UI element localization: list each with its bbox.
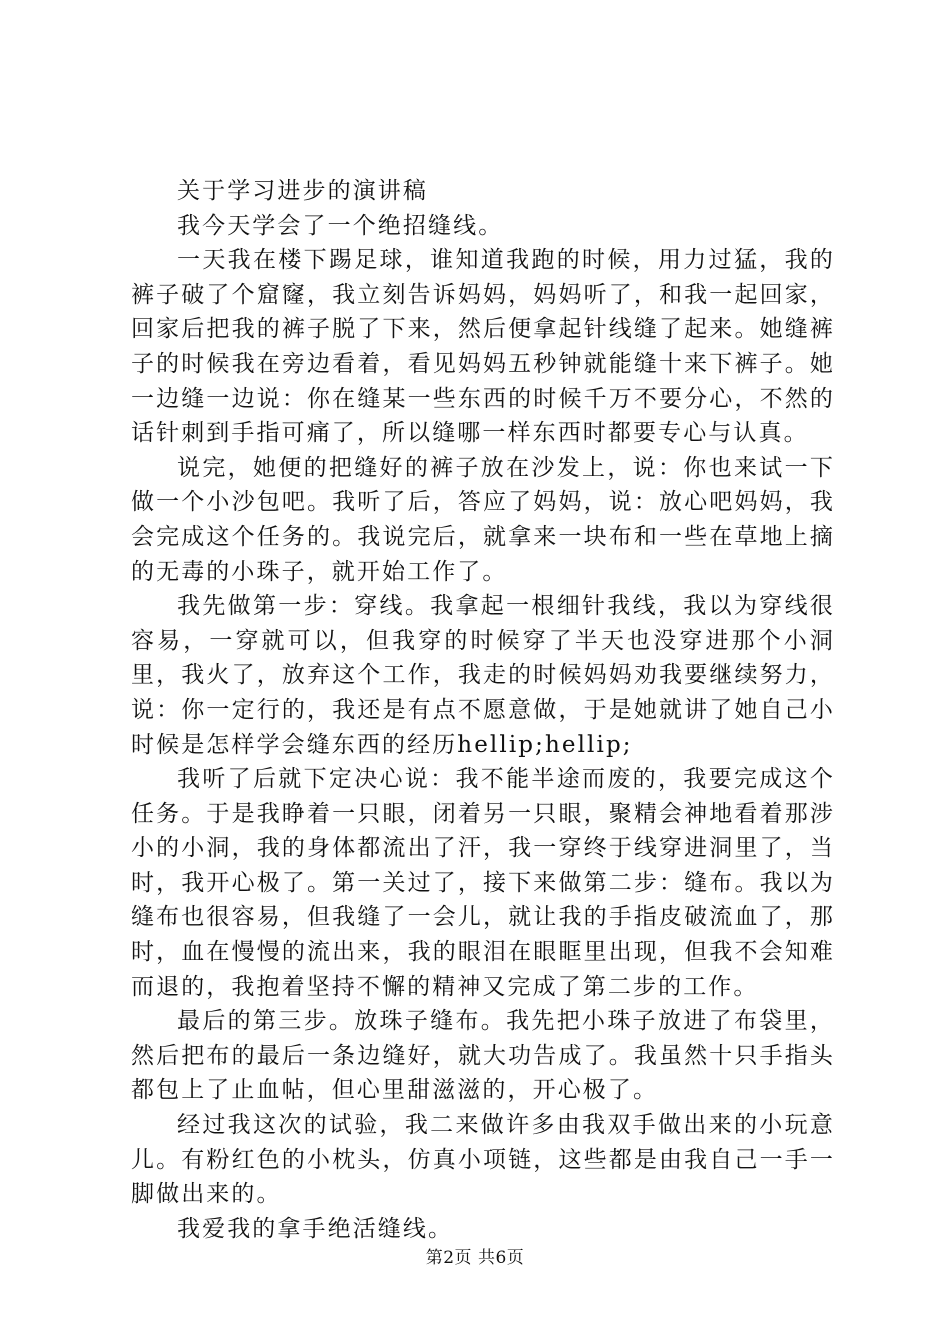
document-body — [131, 174, 835, 1246]
paragraph: 我爱我的拿手绝活缝线。 — [177, 1215, 454, 1242]
paragraph: 最后的第三步。放珠子缝布。我先把小珠子放进了布袋里，然后把布的最后一条边缝好，就大功告成了。我虽然十只手指头都包上了止血帖，但心里甜滋滋的，开心极了。 — [131, 1008, 835, 1104]
document-title: 关于学习进步的演讲稿 — [177, 178, 428, 204]
paragraph: 经过我这次的试验，我二来做许多由我双手做出来的小玩意儿。有粉红色的小枕头，仿真小项链，这些都是由我自己一手一脚做出来的。 — [131, 1112, 835, 1208]
paragraph: 一天我在楼下踢足球，谁知道我跑的时候，用力过猛，我的裤子破了个窟窿，我立刻告诉妈妈，妈妈听了，和我一起回家，回家后把我的裤子脱了下来，然后便拿起针线缝了起来。她缝裤子的时候我在旁边看着，看见妈妈五秒钟就能缝十来下裤子。她一边缝一边说：你在缝某一些东西的时候千万不要分心，不然的话针刺到手指可痛了，所以缝哪一样东西时都要专心与认真。 — [131, 247, 835, 447]
paragraph: 我先做第一步：穿线。我拿起一根细针我线，我以为穿线很容易，一穿就可以，但我穿的时候穿了半天也没穿进那个小洞里，我火了，放弃这个工作，我走的时候妈妈劝我要继续努力，说：你一定行的，我还是有点不愿意做，于是她就讲了她自己小时候是怎样学会缝东西的经历hellip;hellip; — [131, 593, 835, 758]
paragraph: 我听了后就下定决心说：我不能半途而废的，我要完成这个任务。于是我睁着一只眼，闭着另一只眼，聚精会神地看着那涉小的小洞，我的身体都流出了汗，我一穿终于线穿进洞里了，当时，我开心极了。第一关过了，接下来做第二步：缝布。我以为缝布也很容易，但我缝了一会儿，就让我的手指皮破流血了，那时，血在慢慢的流出来，我的眼泪在眼眶里出现，但我不会知难而退的，我抱着坚持不懈的精神又完成了第二步的工作。 — [131, 766, 835, 1000]
paragraph: 说完，她便的把缝好的裤子放在沙发上，说：你也来试一下做一个小沙包吧。我听了后，答应了妈妈，说：放心吧妈妈，我会完成这个任务的。我说完后，就拿来一块布和一些在草地上摘的无毒的小珠子，就开始工作了。 — [131, 454, 835, 585]
page-number-footer: 第2页 共6页 — [425, 1248, 525, 1268]
paragraph: 我今天学会了一个绝招缝线。 — [177, 212, 504, 239]
